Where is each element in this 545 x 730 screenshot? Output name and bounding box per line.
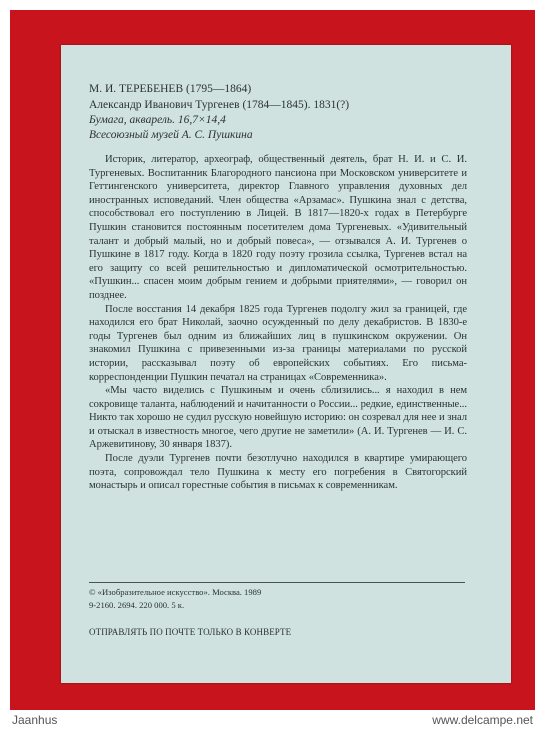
postcard-back [61,45,511,683]
artist-line: М. И. ТЕРЕБЕНЕВ (1795—1864) [89,83,252,95]
mailing-note: ОТПРАВЛЯТЬ ПО ПОЧТЕ ТОЛЬКО В КОНВЕРТЕ [89,627,292,637]
paragraph: После дуэли Тургенев почти безотлучно находился в квартире умирающего поэта, сопровождал тело Пушкина к месту его погребения в Святогорский монастырь и описал горестные события в письмах к современникам. [89,453,467,492]
museum-line: Всесоюзный музей А. С. Пушкина [89,129,253,141]
paragraph: Историк, литератор, археограф, общественный деятель, брат Н. И. и С. И. Тургеневых. Воспитанник Благородного пансиона при Московском университете и Геттингенского университета, директор Главного управления духовных дел иностранных исповеданий. Член общества «Арзамас». Пушкина знал с детства, способствовал его поступлению в Лицей. В 1817—1820-х годах в Петербурге Пушкин становится постоянным посетителем дома Тургеневых. «Удивительный талант и добрый малый, но и добрый повеса», — отзывался А. И. Тургенев о Пушкине в 1817 году. Когда в 1820 году поэту грозила ссылка, Тургенев встал на его защиту со всей решительностью и дипломатической осмотрительностью. «Пушкин... спасен моим добрым гением и добрыми приятелями», — говорил он позднее. [89,154,467,301]
medium-line: Бумага, акварель. 16,7×14,4 [89,114,226,126]
paragraph: После восстания 14 декабря 1825 года Тургенев подолгу жил за границей, где находился его брат Николай, заочно осужденный по делу декабристов. В 1830-е годы Тургенев был одним из ближайших лиц в пушкинском окружении. Он знакомил Пушкина с привезенными из-за границы материалами по русской истории, рассказывал поэту об европейских событиях. Его письма-корреспонденции Пушкин печатал на страницах «Современника». [89,303,467,383]
site-watermark: www.delcampe.net [432,713,533,727]
portrait-title: Александр Иванович Тургенев (1784—1845). 1831(?) [89,99,350,111]
seller-watermark: Jaanhus [12,713,58,727]
description-text [89,153,467,493]
publisher-imprint: © «Изобразительное искусство». Москва. 1989 [89,587,262,597]
paragraph: «Мы часто виделись с Пушкиным и очень сблизились... я находил в нем сокровище таланта, наблюдений и начитанности о России... редкие, единственные... Никто так хорошо не судил русскую новейшую историю: он созревал для нее и знал и отыскал в известность многое, чего другие не заметили» (А. И. Тургенев — И. С. Аржевитинову, 30 января 1837). [89,385,467,451]
print-run-code: 9-2160. 2694. 220 000. 5 к. [89,600,185,610]
divider [89,582,465,583]
